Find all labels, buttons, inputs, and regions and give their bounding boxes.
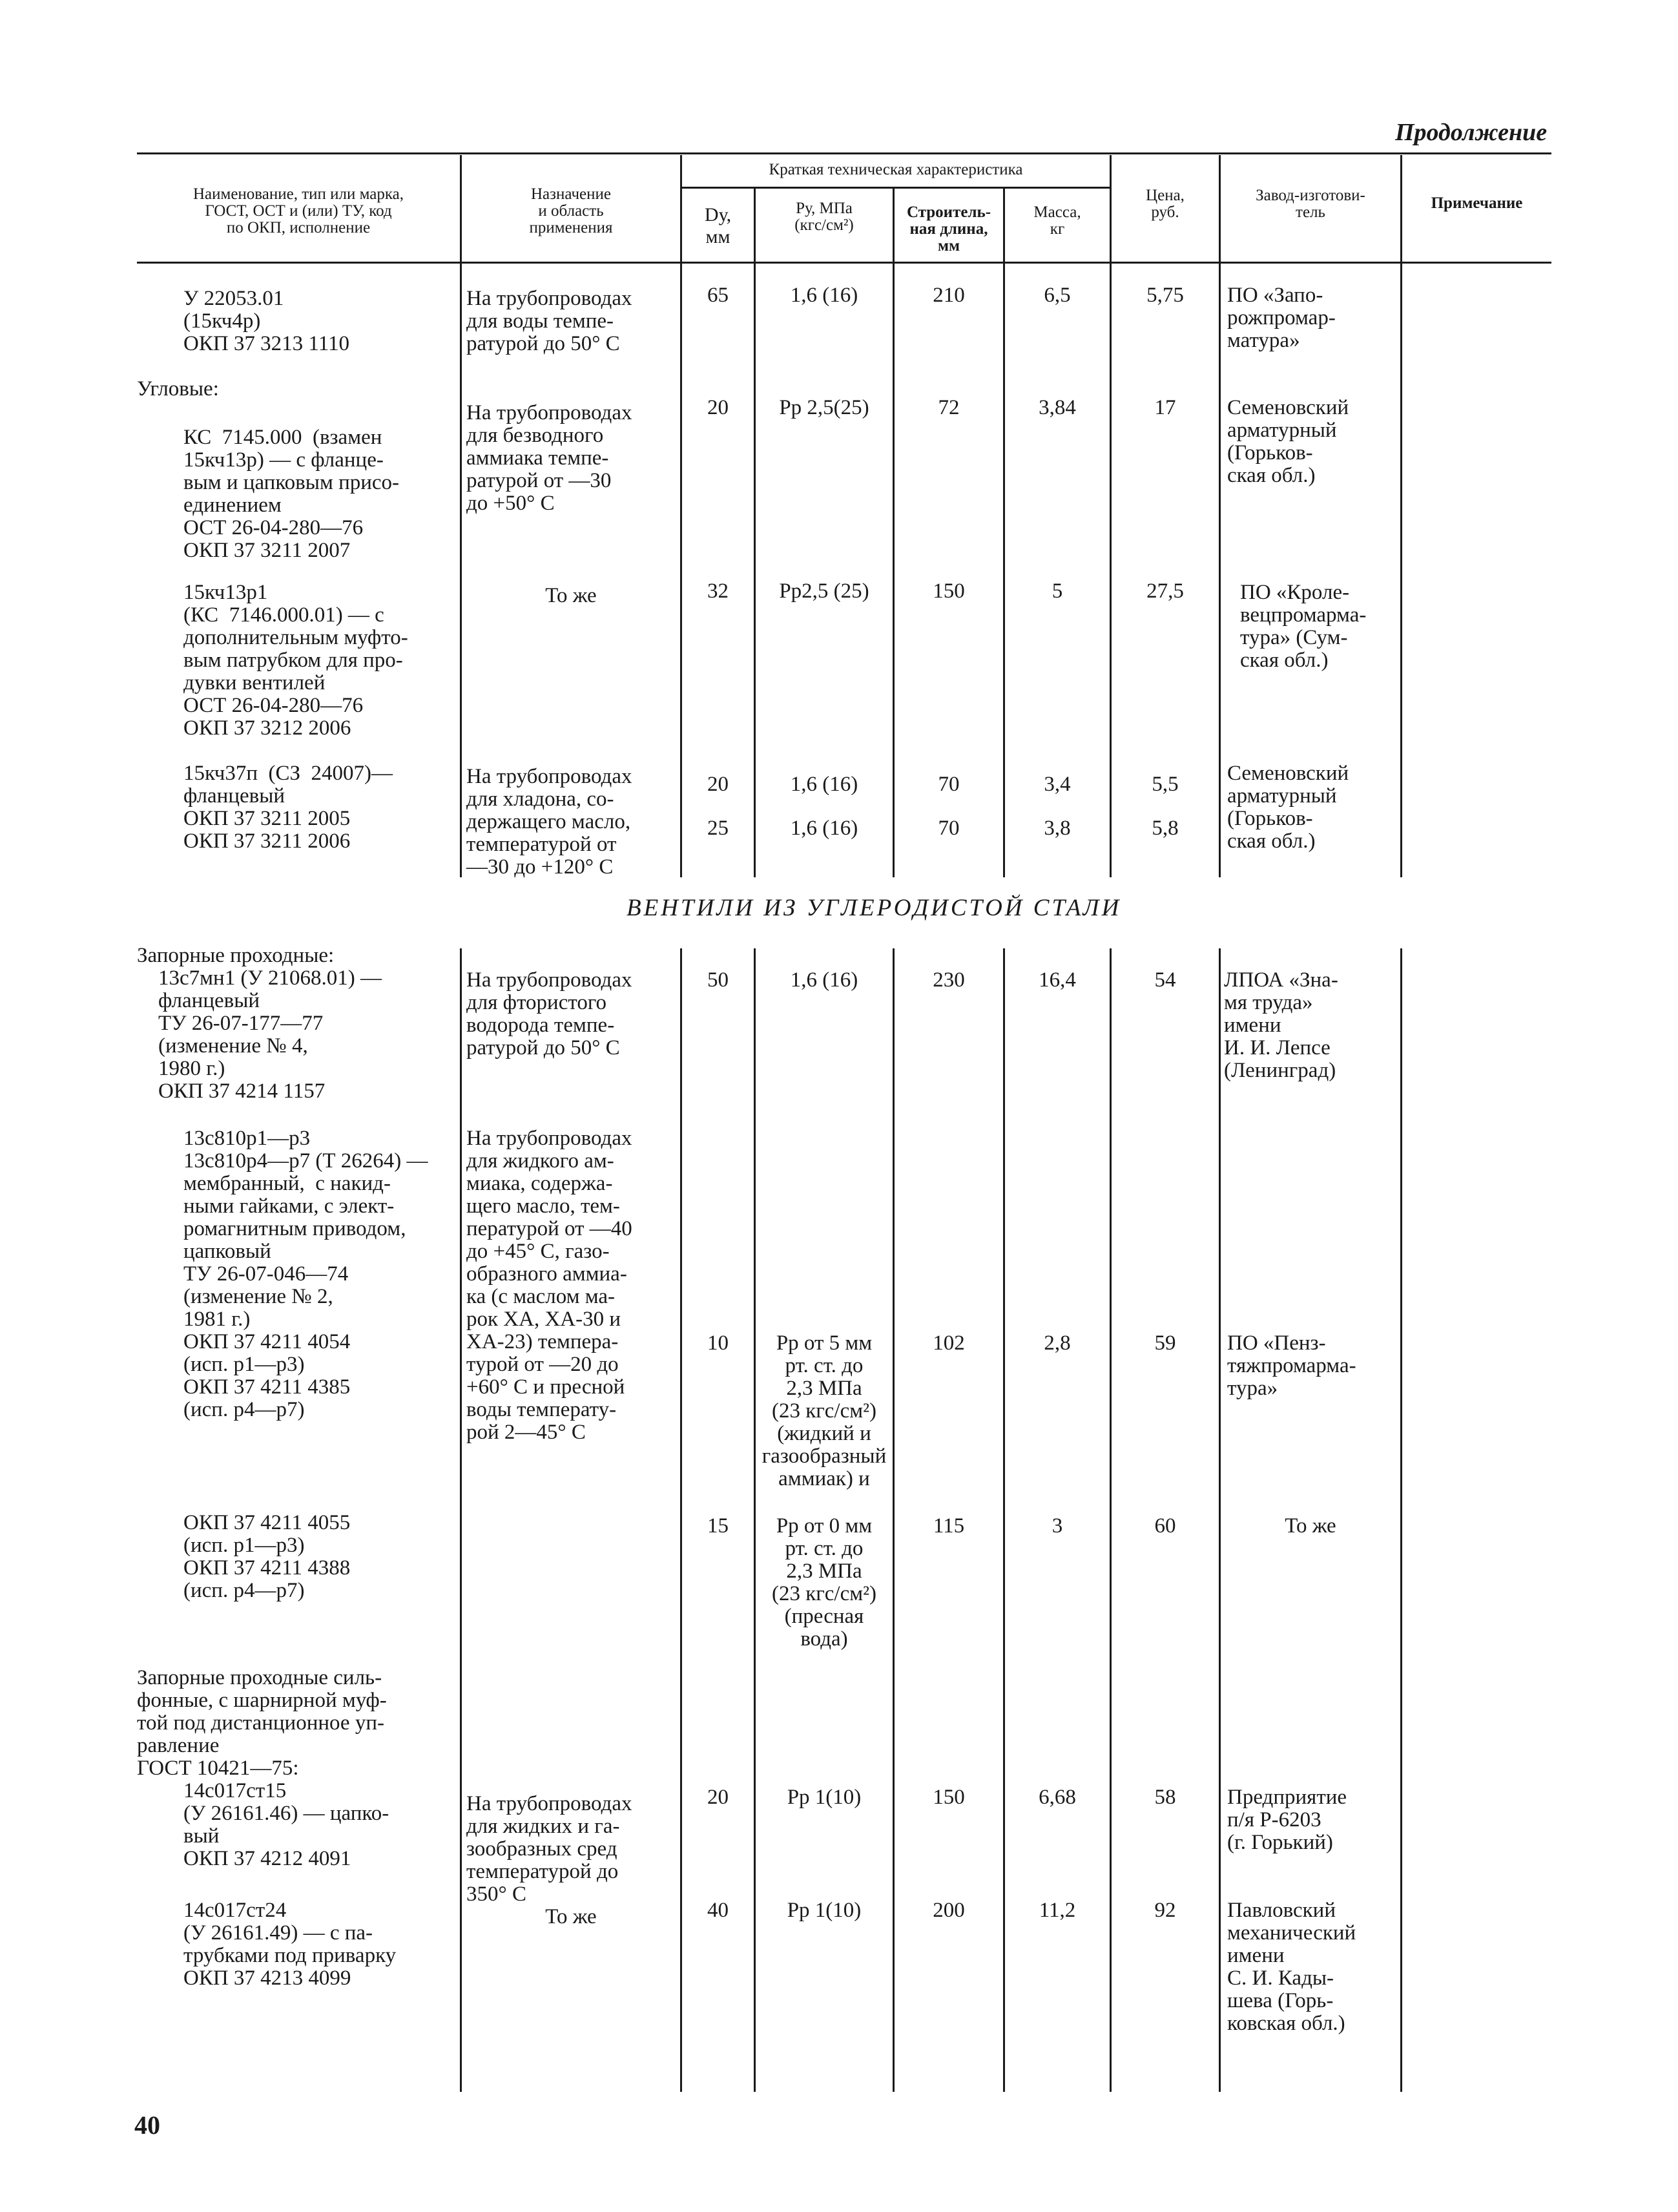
header-py: Pу, МПа (кгс/см²) (794, 200, 854, 234)
b2-r2-dy: 10 (707, 1331, 729, 1355)
b2-r4-dy: 20 (707, 1786, 729, 1809)
b1-r1-price: 5,75 (1146, 284, 1184, 307)
b2-r5-name: 14с017ст24 (У 26161.49) — с па- трубками под приварку ОКП 37 4213 4099 (183, 1899, 397, 1990)
header-price: Цена, руб. (1146, 187, 1185, 221)
body-col-divider (460, 264, 462, 877)
b2-r3-price: 60 (1154, 1514, 1176, 1538)
b2-r2-mass: 2,8 (1044, 1331, 1071, 1355)
b1-r1-length: 210 (933, 284, 965, 307)
header-mass: Масса, кг (1033, 203, 1081, 238)
b1-r3-maker: ПО «Кроле- вецпромарма- тура» (Сум- ская обл.) (1240, 581, 1367, 672)
header-purpose: Назначение и область применения (529, 185, 613, 236)
b1-r3-name: 15кч13р1 (КС 7146.000.01) — с дополнительным муфто- вым патрубком для про- дувки вентилей ОСТ 26-04-280—76 ОКП 37 3212 2006 (183, 581, 408, 740)
b1-r1-maker: ПО «Запо- рожпромар- матура» (1227, 284, 1336, 352)
b2-r4-py: Pр 1(10) (787, 1786, 862, 1809)
b2-r3-mass: 3 (1051, 1514, 1063, 1538)
b1-r2-maker: Семеновский арматурный (Горьков- ская обл.) (1227, 396, 1349, 487)
b1-r3-price: 27,5 (1146, 579, 1184, 603)
page-number: 40 (134, 2111, 160, 2140)
b2-r5-py: Pр 1(10) (787, 1899, 862, 1922)
b2-r3-maker: То же (1285, 1514, 1336, 1538)
header-name: Наименование, тип или марка, ГОСТ, ОСТ и (или) ТУ, код по ОКП, исполнение (192, 185, 404, 236)
b1-r4-length: 70 70 (938, 773, 960, 840)
b2-r1-name: Запорные проходные: 13с7мн1 (У 21068.01) — фланцевый ТУ 26-07-177—77 (изменение № 4, 1980 г.) ОКП 37 4214 1157 (137, 944, 382, 1103)
header-tech-group: Краткая техническая характеристика (769, 161, 1023, 178)
b1-r1-dy: 65 (707, 284, 729, 307)
b1-r1-purpose: На трубопроводах для воды темпе- ратурой до 50° С (466, 287, 632, 355)
b2-r5-purpose: То же (545, 1905, 597, 1928)
b1-r4-purpose: На трубопроводах для хладона, со- держащего масло, температурой от —30 до +120° С (466, 765, 632, 879)
b1-r3-length: 150 (933, 579, 965, 603)
b2-r3-name: ОКП 37 4211 4055 (исп. р1—р3) ОКП 37 4211 4388 (исп. р4—р7) (183, 1511, 351, 1602)
b1-r2-price: 17 (1154, 396, 1176, 419)
b1-r1-name: У 22053.01 (15кч4р) ОКП 37 3213 1110 (183, 287, 349, 355)
b2-r4-price: 58 (1154, 1786, 1176, 1809)
section-title: ВЕНТИЛИ ИЗ УГЛЕРОДИСТОЙ СТАЛИ (627, 895, 1122, 921)
b2-r3-length: 115 (933, 1514, 965, 1538)
continuation-label: Продолжение (1395, 119, 1548, 146)
b2-r5-price: 92 (1154, 1899, 1176, 1922)
b1-group-label: Угловые: (137, 377, 219, 401)
b2-r4-length: 150 (933, 1786, 965, 1809)
b2-r3-dy: 15 (707, 1514, 729, 1538)
header-bottom-rule (137, 262, 1551, 264)
b2-r2-name: 13с810р1—р3 13с810р4—р7 (Т 26264) — мембранный, с накид- ными гайками, с элект- ромагнитным приводом, цапковый ТУ 26-07-046—74 (изменение № 2, 1981 г.) ОКП 37 4211 4054 (исп. р1—р3) ОКП 37 4211 4385 (исп. р4—р7) (183, 1127, 428, 1421)
b2-r2-py: Pр от 5 мм рт. ст. до 2,3 МПа (23 кгс/см²) (жидкий и газообразный аммиак) и (761, 1331, 887, 1490)
b2-r1-purpose: На трубопроводах для фтористого водорода темпе- ратурой до 50° С (466, 968, 632, 1059)
b1-r3-purpose: То же (545, 584, 597, 607)
b2-r1-price: 54 (1154, 968, 1176, 992)
b2-r4-purpose: На трубопроводах для жидких и га- зообразных сред температурой до 350° С (466, 1792, 632, 1906)
header-top-rule (137, 152, 1551, 154)
header-length: Строитель- ная длина, мм (906, 203, 991, 255)
b1-r4-maker: Семеновский арматурный (Горьков- ская обл.) (1227, 762, 1349, 853)
b1-r2-purpose: На трубопроводах для безводного аммиака темпе- ратурой от —30 до +50° С (466, 401, 632, 515)
b1-r4-py: 1,6 (16) 1,6 (16) (790, 773, 858, 840)
b1-r2-length: 72 (938, 396, 960, 419)
body-col-divider (1219, 264, 1221, 877)
b1-r2-py: Pр 2,5(25) (779, 396, 869, 419)
b1-r4-dy: 20 25 (707, 773, 729, 840)
b2-r2-purpose: На трубопроводах для жидкого ам- миака, содержа- щего масло, тем- пературой от —40 до +45° С, газо- образного аммиа- ка (с маслом ма- рок ХА, ХА-30 и ХА-23) темпера- турой от —20 до +60° С и пресной воды температу- рой 2—45° С (466, 1127, 632, 1444)
b2-r4-mass: 6,68 (1039, 1786, 1076, 1809)
b1-r4-mass: 3,4 3,8 (1044, 773, 1071, 840)
b1-r1-mass: 6,5 (1044, 284, 1071, 307)
b2-r5-dy: 40 (707, 1899, 729, 1922)
b2-r5-maker: Павловский механический имени С. И. Кады- шева (Горь- ковская обл.) (1227, 1899, 1356, 2035)
b2-r1-py: 1,6 (16) (790, 968, 858, 992)
body-col-divider (1400, 264, 1402, 877)
b2-r1-length: 230 (933, 968, 965, 992)
b1-r3-mass: 5 (1051, 579, 1063, 603)
b1-r2-dy: 20 (707, 396, 729, 419)
b1-r1-py: 1,6 (16) (790, 284, 858, 307)
body-col-divider (1400, 948, 1402, 2092)
b2-group-label: Запорные проходные силь- фонные, с шарнирной муф- той под дистанционное уп- равление ГОСТ 10421—75: (137, 1666, 387, 1780)
b2-r2-maker: ПО «Пенз- тяжпромарма- тура» (1227, 1331, 1356, 1400)
b2-r1-dy: 50 (707, 968, 729, 992)
b2-r5-length: 200 (933, 1899, 965, 1922)
b2-r3-py: Pр от 0 мм рт. ст. до 2,3 МПа (23 кгс/см²) (пресная вода) (771, 1514, 877, 1651)
b2-r2-price: 59 (1154, 1331, 1176, 1355)
header-maker: Завод-изготови- тель (1256, 187, 1365, 221)
b1-r3-dy: 32 (707, 579, 729, 603)
b2-r4-name: 14с017ст15 (У 26161.46) — цапко- вый ОКП 37 4212 4091 (183, 1779, 389, 1870)
b1-r4-price: 5,5 5,8 (1152, 773, 1179, 840)
b2-r2-length: 102 (933, 1331, 965, 1355)
tech-group-rule (681, 187, 1111, 189)
b2-r1-maker: ЛПОА «Зна- мя труда» имени И. И. Лепсе (Ленинград) (1224, 968, 1338, 1082)
b2-r1-mass: 16,4 (1039, 968, 1076, 992)
header-dy: Dу, мм (704, 204, 732, 247)
b2-r4-maker: Предприятие п/я Р-6203 (г. Горький) (1227, 1786, 1347, 1854)
b1-r2-name: КС 7145.000 (взамен 15кч13р) — с фланце- вым и цапковым присо- единением ОСТ 26-04-280—76 ОКП 37 3211 2007 (183, 426, 400, 562)
b2-r5-mass: 11,2 (1039, 1899, 1076, 1922)
b1-r2-mass: 3,84 (1039, 396, 1076, 419)
b1-r4-name: 15кч37п (СЗ 24007)— фланцевый ОКП 37 3211 2005 ОКП 37 3211 2006 (183, 762, 393, 853)
header-note: Примечание (1431, 194, 1523, 212)
b1-r3-py: Pр2,5 (25) (779, 579, 869, 603)
